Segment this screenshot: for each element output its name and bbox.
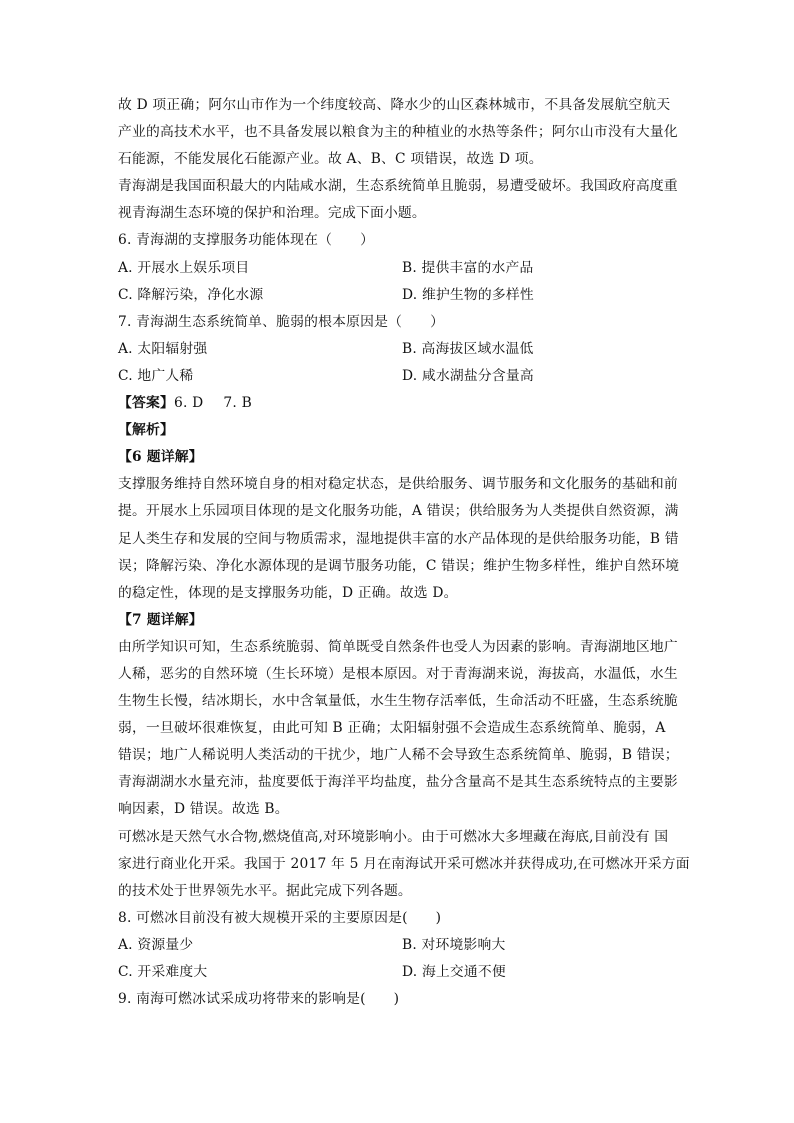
text-line: 支撑服务维持自然环境自身的相对稳定状态，是供给服务、调节服务和文化服务的基础和前 (118, 476, 678, 493)
question-9 (118, 986, 678, 1013)
option-a: A. 开展水上娱乐项目 (118, 259, 250, 276)
text-line: 可燃冰是天然气水合物,燃烧值高,对环境影响小。由于可燃冰大多埋藏在海底,目前没有 国 (118, 828, 669, 845)
option-c: C. 地广人稀 (118, 367, 194, 384)
question-8 (118, 905, 678, 986)
option-c: C. 降解污染，净化水源 (118, 286, 264, 303)
text-line: 误；降解污染、净化水源体现的是调节服务功能，C 错误；维护生物多样性，维护自然环境 (118, 557, 680, 574)
detail-7-text (118, 634, 678, 824)
text-line: 提。开展水上乐园项目体现的是文化服务功能，A 错误；供给服务为人类提供自然资源，满 (118, 503, 679, 520)
text-line: 由所学知识可知，生态系统脆弱、简单既受自然条件也受人为因素的影响。青海湖地区地广 (118, 638, 678, 655)
option-d: D. 海上交通不便 (402, 964, 506, 980)
option-row (118, 282, 678, 309)
text-line: 石能源，不能发展化石能源产业。故 A、B、C 项错误，故选 D 项。 (118, 151, 543, 168)
text-line: 青海湖湖水水量充沛，盐度要低于海洋平均盐度，盐分含量高不是其生态系统特点的主要影 (118, 774, 678, 791)
question-stem: 8. 可燃冰目前没有被大规模开采的主要原因是( ) (118, 909, 442, 926)
question-stem: 9. 南海可燃冰试采成功将带来的影响是( ) (118, 991, 400, 1008)
answer-6: 6. D (174, 395, 204, 412)
answer-line (118, 390, 678, 417)
text-line: 人稀，恶劣的自然环境（生长环境）是根本原因。对于青海湖来说，海拔高，水温低，水生 (118, 665, 678, 682)
option-b: B. 提供丰富的水产品 (402, 259, 534, 276)
option-c: C. 开采难度大 (118, 964, 208, 980)
paragraph-qinghai-lake-intro (118, 173, 678, 227)
paragraph-prev-answer-explanation (118, 92, 678, 173)
text-line: 足人类生存和发展的空间与物质需求，湿地提供丰富的水产品体现的是供给服务功能，B 错 (118, 530, 679, 547)
text-line: 响因素，D 错误。故选 B。 (118, 801, 289, 818)
option-row (118, 363, 678, 390)
text-line: 产业的高技术水平，也不具备发展以粮食为主的种植业的水热等条件；阿尔山市没有大量化 (118, 124, 678, 141)
option-b: B. 对环境影响大 (402, 936, 506, 953)
text-line: 故 D 项正确；阿尔山市作为一个纬度较高、降水少的山区森林城市，不具备发展航空航天 (118, 97, 671, 113)
detail-6-label: 【6 题详解】 (118, 449, 203, 466)
text-line: 生物生长慢，结冰期长，水中含氧量低，水生生物存活率低，生命活动不旺盛，生态系统脆 (118, 693, 678, 710)
option-b: B. 高海拔区域水温低 (402, 340, 534, 357)
option-row (118, 932, 678, 959)
text-line: 的稳定性，体现的是支撑服务功能，D 正确。故选 D。 (118, 584, 458, 601)
answer-label: 【答案】 (118, 395, 174, 412)
analysis-label: 【解析】 (118, 422, 174, 439)
text-line: 弱，一旦破坏很难恢复，由此可知 B 正确；太阳辐射强不会造成生态系统简单、脆弱，A (118, 720, 666, 737)
option-row (118, 255, 678, 282)
detail-6-text (118, 471, 678, 606)
text-line: 家进行商业化开采。我国于 2017 年 5 月在南海试开采可燃冰并获得成功,在可燃冰开采方面 (118, 855, 690, 872)
text-line: 错误；地广人稀说明人类活动的干扰少，地广人稀不会导致生态系统简单、脆弱，B 错误； (118, 747, 679, 764)
text-line: 视青海湖生态环境的保护和治理。完成下面小题。 (118, 205, 426, 222)
option-a: A. 资源量少 (118, 936, 194, 953)
question-6 (118, 227, 678, 308)
question-stem: 6. 青海湖的支撑服务功能体现在（ ） (118, 232, 375, 249)
text-line: 的技术处于世界领先水平。据此完成下列各题。 (118, 882, 412, 899)
document-page (118, 92, 690, 1013)
option-row (118, 336, 678, 363)
option-d: D. 维护生物的多样性 (402, 286, 534, 303)
question-7 (118, 309, 678, 390)
paragraph-combustible-ice-intro (118, 824, 690, 905)
option-row (118, 959, 678, 986)
question-stem: 7. 青海湖生态系统简单、脆弱的根本原因是（ ） (118, 313, 445, 330)
text-line: 青海湖是我国面积最大的内陆咸水湖，生态系统简单且脆弱，易遭受破坏。我国政府高度重 (118, 178, 678, 195)
detail-7-label: 【7 题详解】 (118, 611, 203, 628)
option-a: A. 太阳辐射强 (118, 340, 208, 357)
answer-7: 7. B (223, 395, 252, 412)
option-d: D. 咸水湖盐分含量高 (402, 367, 534, 384)
